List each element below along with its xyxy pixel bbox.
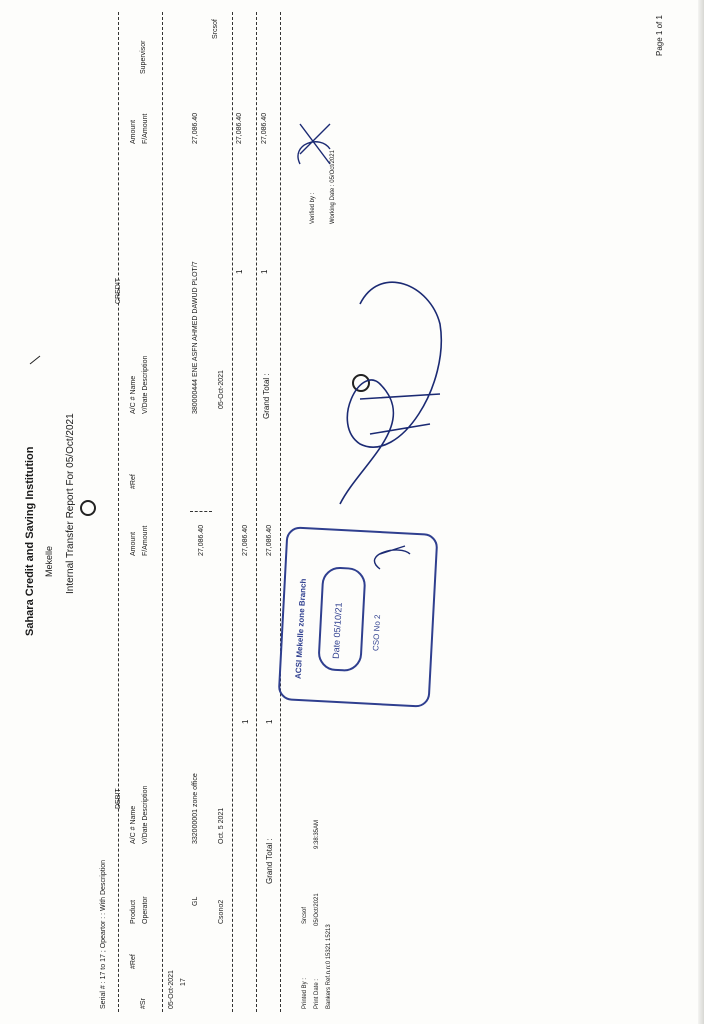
print-date-label: Print Date :: [314, 978, 320, 1009]
col-supervisor: Supervisor: [140, 40, 147, 74]
col-product: Product: [130, 899, 137, 924]
col-sr: #Sr: [140, 998, 147, 1009]
col-credit-famount: F/Amount: [142, 113, 149, 144]
grand-total-debit-count: 1: [265, 719, 274, 724]
subtotal-credit-amount: 27,086.40: [236, 112, 243, 144]
filter-line: Serial # : 17 to 17 ; Opeartor : : With Description: [100, 859, 107, 1009]
print-date-value: 05/Oct/2021: [314, 893, 320, 926]
subtotal-credit-count: 1: [235, 269, 244, 274]
grand-total-credit-count: 1: [260, 269, 269, 274]
col-debit-ac-name: A/C # Name: [130, 805, 137, 844]
print-time-value: 9:38:35AM: [314, 819, 320, 849]
printed-by-label: Printed By :: [302, 977, 308, 1009]
stamp-name: ACSI Mekelle zone Branch: [293, 578, 308, 680]
top-pen-tick: [30, 356, 40, 364]
debit-section-label: DEBIT: [115, 788, 122, 809]
col-debit-famount: F/Amount: [142, 525, 149, 556]
row-debit-amount: 27,086.40: [198, 524, 205, 556]
row-date: 05-Oct-2021: [168, 970, 175, 1009]
col-ref: #Ref: [130, 954, 137, 969]
row-operator: Csono2: [218, 899, 225, 924]
verifier-signature: [298, 124, 330, 164]
row-credit-account: 380000444 ENE ASFN AHMED DAWUD PLOT/7: [192, 261, 199, 414]
subtotal-debit-amount: 27,086.40: [242, 524, 249, 556]
col-operator: Operator: [142, 896, 149, 924]
row-debit-vdate: Oct. 5 2021: [218, 807, 225, 844]
credit-section-label: CREDIT: [115, 277, 122, 304]
initials-mark: [374, 546, 410, 569]
col-credit-ac-name: A/C # Name: [130, 375, 137, 414]
col-debit-amount: Amount: [130, 531, 137, 556]
stamp-date: Date 05/10/21: [330, 602, 344, 660]
grand-total-credit-amount: 27,086.40: [261, 112, 268, 144]
report-title: Internal Transfer Report For 05/Oct/2021: [65, 413, 76, 594]
row-product: GL: [192, 896, 199, 906]
row-sr: 17: [180, 978, 187, 986]
printed-by-value: Srcsof: [302, 906, 308, 924]
row-supervisor: Srcsof: [212, 19, 219, 39]
row-credit-amount: 27,086.40: [192, 112, 199, 144]
row-credit-vdate: 05-Oct-2021: [218, 370, 225, 409]
col-credit-vdate: V/Date Description: [142, 355, 149, 414]
col-credit-ref: #Ref: [130, 474, 137, 489]
bankers-ref: Bankers Ref.n.n:0 15321 15213: [326, 924, 332, 1009]
stamp-code: CSO No 2: [371, 614, 383, 652]
grand-total-label-debit: Grand Total :: [265, 838, 274, 884]
verified-by: Verified by :: [310, 192, 316, 224]
col-debit-vdate: V/Date Description: [142, 785, 149, 844]
branch-name: Mekelle: [44, 545, 54, 577]
subtotal-debit-count: 1: [241, 719, 250, 724]
row-debit-account: 332000001 zone office: [192, 773, 199, 844]
grand-total-label-credit: Grand Total :: [262, 373, 271, 419]
working-date: Working Date : 05/Oct/2021: [330, 150, 336, 224]
institution-name: Sahara Credit and Saving Institution: [24, 446, 36, 636]
grand-total-debit-amount: 27,086.40: [266, 524, 273, 556]
page-number: Page 1 of 1: [655, 15, 664, 56]
large-signature: [340, 282, 441, 504]
col-credit-amount: Amount: [130, 119, 137, 144]
